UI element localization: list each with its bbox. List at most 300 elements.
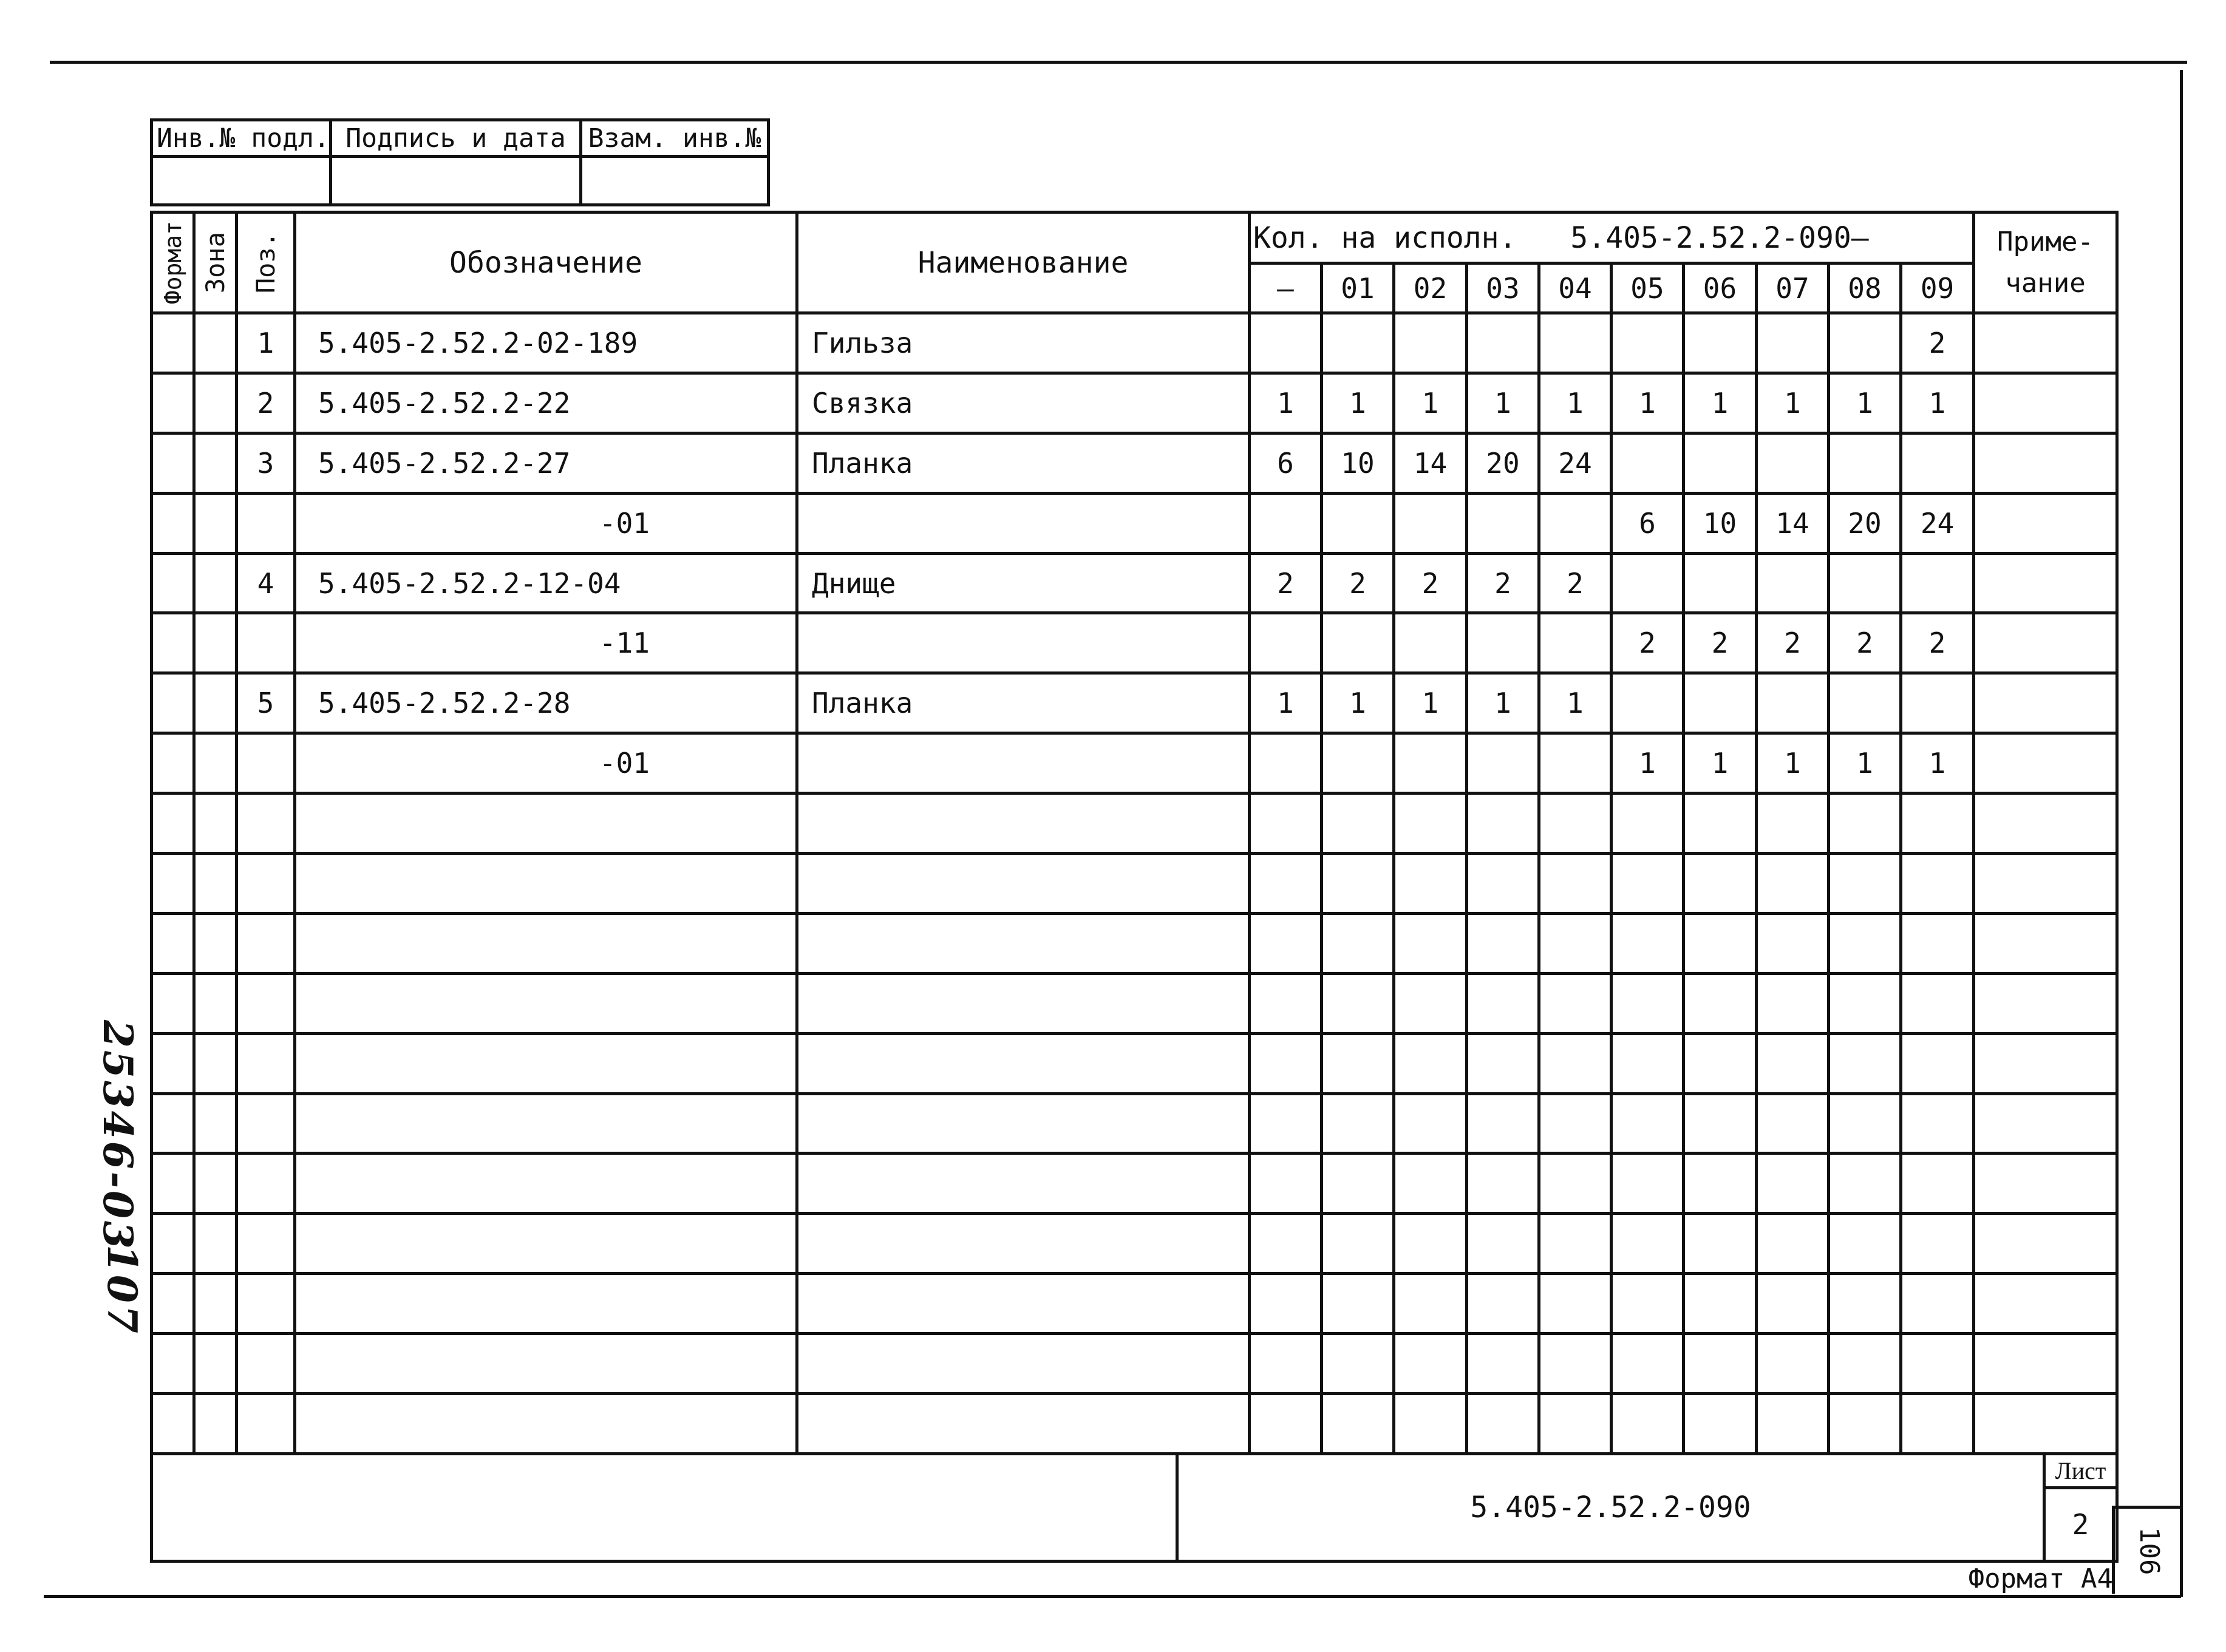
zone-cell <box>194 493 237 553</box>
quantity-cell <box>1612 1154 1684 1214</box>
table-row <box>152 613 2117 673</box>
quantity-cell <box>1901 973 1974 1033</box>
quantity-cell <box>1394 313 1467 373</box>
name-cell <box>797 733 1250 794</box>
note-cell <box>1974 673 2117 733</box>
quantity-cell <box>1612 1274 1684 1334</box>
signature-date-value <box>331 157 581 205</box>
quantity-cell <box>1901 854 1974 914</box>
document-designation: 5.405-2.52.2-090 <box>1177 1454 2044 1562</box>
quantity-cell: 2 <box>1757 613 1829 673</box>
position-cell <box>237 1334 295 1394</box>
quantity-cell <box>1539 913 1612 973</box>
quantity-cell <box>1250 1394 1322 1454</box>
quantity-cell <box>1829 854 1901 914</box>
designation-cell: 5.405-2.52.2-02-189 <box>295 313 797 373</box>
designation-cell: -01 <box>295 493 797 553</box>
quantity-cell <box>1467 613 1539 673</box>
position-cell <box>237 493 295 553</box>
page-number: 106 <box>2134 1527 2165 1576</box>
zone-cell <box>194 854 237 914</box>
quantity-cell <box>1250 493 1322 553</box>
designation-cell <box>295 794 797 854</box>
quantity-cell: 1 <box>1250 373 1322 433</box>
quantity-cell <box>1539 613 1612 673</box>
position-cell <box>237 1394 295 1454</box>
quantity-cell: 24 <box>1539 433 1612 493</box>
quantity-cell <box>1539 733 1612 794</box>
name-cell: Планка <box>797 433 1250 493</box>
quantity-cell <box>1684 673 1757 733</box>
quantity-cell <box>1322 1394 1394 1454</box>
quantity-base-code: 5.405-2.52.2-090— <box>1570 220 1869 255</box>
format-label: Формат А4 <box>1968 1563 2113 1594</box>
quantity-cell <box>1901 1394 1974 1454</box>
quantity-cell <box>1829 1214 1901 1274</box>
position-cell <box>237 854 295 914</box>
note-header-line2: чание <box>2005 267 2086 299</box>
quantity-cell: 1 <box>1757 733 1829 794</box>
name-cell: Днище <box>797 553 1250 613</box>
quantity-cell: 1 <box>1612 373 1684 433</box>
quantity-cell: 1 <box>1684 373 1757 433</box>
quantity-cell <box>1757 913 1829 973</box>
sheet-number: 2 <box>2044 1488 2117 1562</box>
quantity-cell <box>1612 854 1684 914</box>
quantity-cell <box>1612 1214 1684 1274</box>
quantity-cell: 2 <box>1539 553 1612 613</box>
quantity-cell <box>1684 1274 1757 1334</box>
quantity-cell <box>1394 1334 1467 1394</box>
variant-header: 03 <box>1467 263 1539 313</box>
quantity-cell <box>1394 1394 1467 1454</box>
quantity-cell <box>1684 854 1757 914</box>
quantity-cell <box>1539 1334 1612 1394</box>
format-header: Формат <box>152 212 194 313</box>
quantity-cell <box>1684 1214 1757 1274</box>
format-cell <box>152 1033 194 1093</box>
quantity-cell <box>1684 1154 1757 1214</box>
format-cell <box>152 1274 194 1334</box>
table-row <box>152 1274 2117 1334</box>
quantity-cell <box>1394 1214 1467 1274</box>
position-cell <box>237 913 295 973</box>
quantity-cell: 20 <box>1467 433 1539 493</box>
quantity-cell <box>1757 553 1829 613</box>
position-cell <box>237 1093 295 1154</box>
note-cell <box>1974 1033 2117 1093</box>
quantity-cell <box>1250 733 1322 794</box>
quantity-cell <box>1467 973 1539 1033</box>
variant-header: 04 <box>1539 263 1612 313</box>
note-cell <box>1974 1154 2117 1214</box>
quantity-cell <box>1612 313 1684 373</box>
designation-cell: 5.405-2.52.2-22 <box>295 373 797 433</box>
quantity-cell <box>1322 913 1394 973</box>
table-row <box>152 1334 2117 1394</box>
quantity-cell <box>1684 553 1757 613</box>
quantity-cell <box>1901 1093 1974 1154</box>
quantity-title: Кол. на исполн. <box>1253 220 1517 255</box>
variant-header: 08 <box>1829 263 1901 313</box>
quantity-cell <box>1612 553 1684 613</box>
quantity-cell: 20 <box>1829 493 1901 553</box>
quantity-cell <box>1757 973 1829 1033</box>
right-border <box>2180 70 2183 1597</box>
quantity-cell: 2 <box>1684 613 1757 673</box>
quantity-cell <box>1757 794 1829 854</box>
format-cell <box>152 854 194 914</box>
note-cell <box>1974 1394 2117 1454</box>
quantity-cell <box>1901 1274 1974 1334</box>
quantity-cell: 1 <box>1394 673 1467 733</box>
format-cell <box>152 493 194 553</box>
quantity-cell <box>1394 1154 1467 1214</box>
quantity-cell: 2 <box>1250 553 1322 613</box>
title-block-empty <box>152 1454 1177 1562</box>
quantity-cell: 1 <box>1901 733 1974 794</box>
position-cell <box>237 973 295 1033</box>
quantity-cell <box>1394 1033 1467 1093</box>
name-cell <box>797 913 1250 973</box>
quantity-cell <box>1612 913 1684 973</box>
quantity-cell: 1 <box>1394 373 1467 433</box>
quantity-cell: 1 <box>1322 373 1394 433</box>
format-cell <box>152 613 194 673</box>
replacement-inventory-value <box>581 157 769 205</box>
quantity-cell <box>1757 1394 1829 1454</box>
quantity-cell <box>1250 613 1322 673</box>
quantity-cell: 6 <box>1250 433 1322 493</box>
quantity-cell: 14 <box>1394 433 1467 493</box>
quantity-cell <box>1322 733 1394 794</box>
quantity-cell <box>1539 493 1612 553</box>
quantity-cell <box>1829 673 1901 733</box>
quantity-cell <box>1467 1394 1539 1454</box>
position-cell <box>237 733 295 794</box>
quantity-cell: 1 <box>1612 733 1684 794</box>
zone-cell <box>194 613 237 673</box>
table-row <box>152 1093 2117 1154</box>
note-cell <box>1974 794 2117 854</box>
quantity-cell: 10 <box>1322 433 1394 493</box>
zone-cell <box>194 913 237 973</box>
quantity-cell <box>1250 1274 1322 1334</box>
quantity-cell: 1 <box>1467 373 1539 433</box>
name-cell <box>797 1274 1250 1334</box>
quantity-cell <box>1250 1033 1322 1093</box>
quantity-cell <box>1322 1093 1394 1154</box>
table-row <box>152 373 2117 433</box>
quantity-cell <box>1901 673 1974 733</box>
format-cell <box>152 973 194 1033</box>
format-cell <box>152 1214 194 1274</box>
zone-cell <box>194 373 237 433</box>
note-cell <box>1974 373 2117 433</box>
quantity-cell <box>1829 913 1901 973</box>
quantity-cell: 2 <box>1901 613 1974 673</box>
quantity-cell <box>1901 553 1974 613</box>
format-cell <box>152 313 194 373</box>
quantity-cell <box>1901 1154 1974 1214</box>
table-row <box>152 854 2117 914</box>
name-cell <box>797 613 1250 673</box>
quantity-cell: 2 <box>1394 553 1467 613</box>
quantity-cell <box>1250 1334 1322 1394</box>
variant-header: 07 <box>1757 263 1829 313</box>
table-row <box>152 1033 2117 1093</box>
quantity-cell <box>1901 1334 1974 1394</box>
quantity-cell: 2 <box>1612 613 1684 673</box>
zone-cell <box>194 1334 237 1394</box>
table-row <box>152 794 2117 854</box>
designation-cell <box>295 973 797 1033</box>
quantity-cell <box>1322 973 1394 1033</box>
designation-cell <box>295 1214 797 1274</box>
note-cell <box>1974 1093 2117 1154</box>
quantity-cell: 1 <box>1322 673 1394 733</box>
quantity-cell <box>1539 794 1612 854</box>
note-cell <box>1974 1214 2117 1274</box>
quantity-cell <box>1684 1334 1757 1394</box>
quantity-cell <box>1467 794 1539 854</box>
zone-cell <box>194 1274 237 1334</box>
quantity-cell <box>1322 1334 1394 1394</box>
quantity-cell <box>1394 913 1467 973</box>
quantity-cell <box>1684 1394 1757 1454</box>
quantity-cell <box>1829 794 1901 854</box>
name-cell <box>797 1033 1250 1093</box>
quantity-cell: 1 <box>1901 373 1974 433</box>
quantity-cell <box>1757 1214 1829 1274</box>
quantity-cell: 2 <box>1901 313 1974 373</box>
note-cell <box>1974 973 2117 1033</box>
quantity-cell <box>1322 854 1394 914</box>
zone-cell <box>194 673 237 733</box>
specification-table <box>150 211 2119 1455</box>
designation-cell <box>295 854 797 914</box>
inventory-value <box>152 157 331 205</box>
quantity-cell: 1 <box>1539 373 1612 433</box>
quantity-cell <box>1757 1093 1829 1154</box>
format-cell <box>152 373 194 433</box>
zone-cell <box>194 973 237 1033</box>
margin-handwritten-number: 107 <box>98 1245 146 1336</box>
designation-cell: -01 <box>295 733 797 794</box>
format-cell <box>152 553 194 613</box>
position-cell <box>237 1274 295 1334</box>
zone-cell <box>194 1093 237 1154</box>
quantity-cell <box>1901 433 1974 493</box>
position-header: Поз. <box>237 212 295 313</box>
approval-stamp <box>150 118 770 206</box>
quantity-cell <box>1612 673 1684 733</box>
note-cell <box>1974 553 2117 613</box>
sheet-label: Лист <box>2044 1454 2117 1488</box>
format-cell <box>152 1334 194 1394</box>
designation-cell <box>295 1154 797 1214</box>
signature-date-label: Подпись и дата <box>331 120 581 157</box>
quantity-cell <box>1612 1033 1684 1093</box>
zone-header: Зона <box>194 212 237 313</box>
quantity-cell <box>1901 1033 1974 1093</box>
position-cell: 2 <box>237 373 295 433</box>
quantity-cell <box>1757 1274 1829 1334</box>
variant-header: – <box>1250 263 1322 313</box>
quantity-cell <box>1322 794 1394 854</box>
zone-cell <box>194 733 237 794</box>
quantity-cell <box>1829 1093 1901 1154</box>
table-row <box>152 313 2117 373</box>
name-cell: Планка <box>797 673 1250 733</box>
table-row <box>152 973 2117 1033</box>
quantity-cell <box>1394 1274 1467 1334</box>
name-cell: Связка <box>797 373 1250 433</box>
quantity-cell <box>1757 854 1829 914</box>
note-cell <box>1974 1274 2117 1334</box>
zone-cell <box>194 794 237 854</box>
quantity-cell <box>1467 313 1539 373</box>
quantity-cell <box>1394 733 1467 794</box>
quantity-cell <box>1829 1334 1901 1394</box>
quantity-cell: 1 <box>1467 673 1539 733</box>
quantity-cell <box>1467 1214 1539 1274</box>
designation-cell <box>295 1334 797 1394</box>
quantity-cell <box>1684 973 1757 1033</box>
table-row <box>152 493 2117 553</box>
zone-cell <box>194 1033 237 1093</box>
quantity-cell <box>1612 1394 1684 1454</box>
quantity-cell: 1 <box>1684 733 1757 794</box>
table-row <box>152 553 2117 613</box>
format-cell <box>152 433 194 493</box>
quantity-cell <box>1394 854 1467 914</box>
note-cell <box>1974 433 2117 493</box>
quantity-cell <box>1829 313 1901 373</box>
quantity-cell <box>1250 1154 1322 1214</box>
name-cell <box>797 493 1250 553</box>
zone-cell <box>194 553 237 613</box>
zone-cell <box>194 1154 237 1214</box>
quantity-cell <box>1684 794 1757 854</box>
note-cell <box>1974 613 2117 673</box>
quantity-cell <box>1829 1154 1901 1214</box>
format-cell <box>152 673 194 733</box>
quantity-cell <box>1539 313 1612 373</box>
position-cell: 3 <box>237 433 295 493</box>
variant-header: 02 <box>1394 263 1467 313</box>
quantity-cell <box>1684 1033 1757 1093</box>
variant-header: 09 <box>1901 263 1974 313</box>
quantity-cell <box>1394 794 1467 854</box>
variant-header: 06 <box>1684 263 1757 313</box>
note-cell <box>1974 913 2117 973</box>
note-cell <box>1974 1334 2117 1394</box>
quantity-cell <box>1684 913 1757 973</box>
note-cell <box>1974 733 2117 794</box>
quantity-cell <box>1612 1334 1684 1394</box>
quantity-cell: 1 <box>1757 373 1829 433</box>
quantity-cell: 2 <box>1467 553 1539 613</box>
quantity-cell <box>1757 433 1829 493</box>
name-cell <box>797 1334 1250 1394</box>
quantity-cell: 6 <box>1612 493 1684 553</box>
quantity-cell <box>1539 1033 1612 1093</box>
quantity-cell <box>1539 1274 1612 1334</box>
designation-cell: 5.405-2.52.2-12-04 <box>295 553 797 613</box>
quantity-cell: 2 <box>1829 613 1901 673</box>
position-cell: 5 <box>237 673 295 733</box>
quantity-cell <box>1539 854 1612 914</box>
quantity-cell: 14 <box>1757 493 1829 553</box>
quantity-cell <box>1829 1394 1901 1454</box>
quantity-cell <box>1394 1093 1467 1154</box>
designation-cell <box>295 1093 797 1154</box>
quantity-cell <box>1757 313 1829 373</box>
format-cell <box>152 794 194 854</box>
quantity-cell <box>1467 733 1539 794</box>
name-header: Наименование <box>797 212 1250 313</box>
format-cell <box>152 913 194 973</box>
quantity-cell <box>1612 973 1684 1033</box>
quantity-cell: 1 <box>1250 673 1322 733</box>
quantity-cell <box>1467 493 1539 553</box>
quantity-cell <box>1539 1394 1612 1454</box>
quantity-cell <box>1612 433 1684 493</box>
designation-cell <box>295 1274 797 1334</box>
quantity-cell <box>1394 613 1467 673</box>
quantity-cell <box>1901 794 1974 854</box>
quantity-cell <box>1322 1214 1394 1274</box>
position-cell: 1 <box>237 313 295 373</box>
quantity-cell <box>1539 1154 1612 1214</box>
quantity-cell <box>1250 794 1322 854</box>
designation-cell: 5.405-2.52.2-28 <box>295 673 797 733</box>
quantity-cell <box>1250 313 1322 373</box>
quantity-cell <box>1757 1154 1829 1214</box>
position-cell <box>237 613 295 673</box>
format-cell <box>152 1093 194 1154</box>
designation-cell <box>295 913 797 973</box>
quantity-cell <box>1467 1154 1539 1214</box>
table-row <box>152 1154 2117 1214</box>
quantity-cell <box>1467 1093 1539 1154</box>
note-cell <box>1974 313 2117 373</box>
quantity-cell <box>1250 973 1322 1033</box>
table-row <box>152 433 2117 493</box>
name-cell <box>797 1093 1250 1154</box>
quantity-cell <box>1829 553 1901 613</box>
quantity-cell <box>1322 1033 1394 1093</box>
quantity-cell <box>1322 313 1394 373</box>
quantity-cell <box>1467 1033 1539 1093</box>
position-cell <box>237 1033 295 1093</box>
designation-cell <box>295 1394 797 1454</box>
name-cell <box>797 854 1250 914</box>
table-row <box>152 1214 2117 1274</box>
designation-cell <box>295 1033 797 1093</box>
table-row <box>152 913 2117 973</box>
inventory-label: Инв.№ подл. <box>152 120 331 157</box>
quantity-cell <box>1829 973 1901 1033</box>
quantity-cell <box>1829 433 1901 493</box>
zone-cell <box>194 313 237 373</box>
quantity-cell <box>1684 433 1757 493</box>
quantity-cell <box>1829 1033 1901 1093</box>
quantity-cell <box>1467 1274 1539 1334</box>
position-cell <box>237 1214 295 1274</box>
position-cell <box>237 794 295 854</box>
